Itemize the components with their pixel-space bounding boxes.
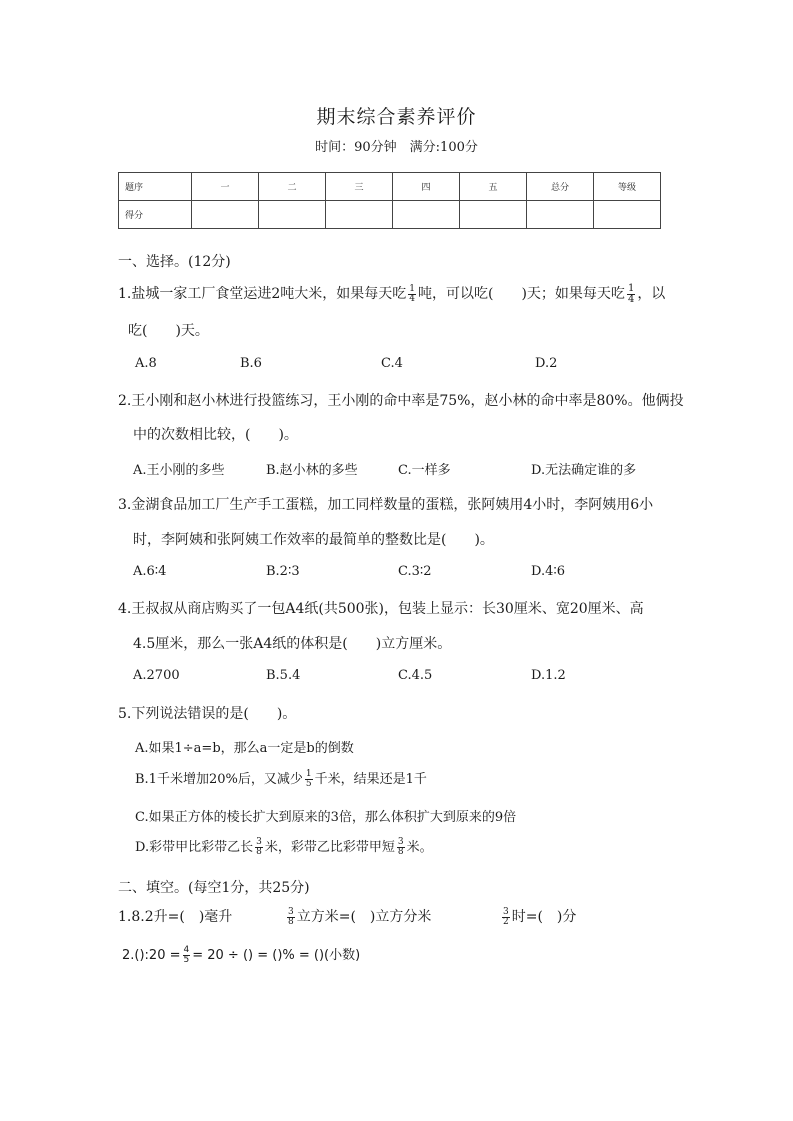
fraction: $\frac{1}{5}$	[305, 769, 312, 789]
q1-option-a[interactable]: A.8	[135, 356, 157, 371]
question-4-line-2: 4.5厘米，那么一张A4纸的体积是( )立方厘米。	[133, 636, 452, 652]
q5-option-a[interactable]: A.如果1÷a=b，那么a一定是b的倒数	[135, 741, 354, 756]
q4-option-d[interactable]: D.1.2	[531, 668, 566, 683]
q5-option-b-text-b: 千米，结果还是1千	[314, 772, 427, 787]
score-header-cell: 一	[192, 173, 259, 201]
fill-question-1-part-2	[285, 906, 431, 927]
question-2-line-1: 2.王小刚和赵小林进行投篮练习，王小刚的命中率是75%，赵小林的命中率是80%。他俩投	[118, 393, 684, 409]
fraction: $\frac{3}{8}$	[288, 906, 294, 927]
fraction: $\frac{1}{4}$	[627, 282, 635, 305]
score-header-cell: 三	[326, 173, 393, 201]
q1-text-c: ，以	[637, 286, 666, 302]
score-row-label: 得分	[119, 201, 192, 229]
q2-option-a[interactable]: A.王小刚的多些	[133, 463, 225, 478]
q5-option-b[interactable]	[135, 768, 427, 789]
section-heading-fill-in: 二、填空。(每空1分，共25分)	[118, 880, 310, 896]
fill-question-2	[122, 944, 360, 965]
question-4-line-1: 4.王叔叔从商店购买了一包A4纸(共500张)，包装上显示：长30厘米、宽20厘米、高	[118, 601, 644, 617]
section-heading-choice: 一、选择。(12分)	[118, 254, 231, 270]
q4-option-a[interactable]: A.2700	[133, 668, 180, 683]
score-entry-cell[interactable]	[594, 201, 661, 229]
q2-option-d[interactable]: D.无法确定谁的多	[531, 463, 637, 478]
question-5-line-1: 5.下列说法错误的是( )。	[118, 706, 297, 722]
fraction: $\frac{3}{2}$	[503, 906, 509, 927]
fraction: $\frac{3}{8}$	[256, 837, 262, 857]
q5-option-c[interactable]: C.如果正方体的棱长扩大到原来的3倍，那么体积扩大到原来的9倍	[135, 810, 517, 825]
fill-q1-text-a: 1.8.2升=( )毫升	[118, 909, 233, 925]
q5-option-d-text-b: 米，彩带乙比彩带甲短	[264, 840, 395, 855]
q5-option-d-text-c: 米。	[406, 840, 433, 855]
score-entry-cell[interactable]	[393, 201, 460, 229]
q2-option-b[interactable]: B.赵小林的多些	[266, 463, 358, 478]
score-header-cell: 四	[393, 173, 460, 201]
fraction: $\frac{3}{8}$	[397, 837, 404, 857]
q3-option-b[interactable]: B.2∶3	[266, 564, 300, 579]
q1-text-a: 1.盐城一家工厂食堂运进2吨大米，如果每天吃	[118, 286, 407, 302]
q1-option-d[interactable]: D.2	[535, 356, 558, 371]
page-title: 期末综合素养评价	[316, 106, 477, 128]
score-entry-cell[interactable]	[259, 201, 326, 229]
exam-info: 时间：90分钟 满分:100分	[315, 140, 478, 155]
q1-text-b: 吨，可以吃( )天；如果每天吃	[418, 286, 625, 302]
q1-option-b[interactable]: B.6	[240, 356, 262, 371]
score-header-cell: 二	[259, 173, 326, 201]
score-header-cell: 题序	[119, 173, 192, 201]
q3-option-d[interactable]: D.4∶6	[531, 564, 566, 579]
q3-option-c[interactable]: C.3∶2	[398, 564, 432, 579]
score-entry-cell[interactable]	[326, 201, 393, 229]
q4-option-b[interactable]: B.5.4	[266, 668, 301, 683]
question-3-line-2: 时，李阿姨和张阿姨工作效率的最简单的整数比是( )。	[133, 532, 494, 548]
q1-option-c[interactable]: C.4	[381, 356, 403, 371]
score-header-cell: 总分	[527, 173, 594, 201]
question-1-line-2: 吃( )天。	[128, 323, 209, 339]
fill-q1-text-b: 立方米=( )立方分米	[296, 909, 432, 925]
question-2-line-2: 中的次数相比较，( )。	[133, 427, 298, 443]
fill-q2-text-a: 2.():20 =	[122, 948, 181, 963]
fraction: $\frac{1}{4}$	[409, 283, 415, 304]
fill-q2-text-b: = 20 ÷ () = ()% = ()(小数)	[192, 948, 361, 963]
q5-option-d-text-a: D.彩带甲比彩带乙长	[135, 840, 254, 855]
q3-option-a[interactable]: A.6∶4	[133, 564, 167, 579]
score-entry-cell[interactable]	[192, 201, 259, 229]
score-table	[118, 172, 661, 229]
score-header-cell: 等级	[594, 173, 661, 201]
score-entry-cell[interactable]	[460, 201, 527, 229]
score-entry-cell[interactable]	[527, 201, 594, 229]
q5-option-b-text-a: B.1千米增加20%后，又减少	[135, 772, 303, 787]
question-1-line-1	[118, 283, 665, 305]
score-header-cell: 五	[460, 173, 527, 201]
fill-q1-text-c: 时=( )分	[511, 909, 577, 925]
score-table-header-row	[119, 173, 661, 201]
fraction: $\frac{4}{5}$	[183, 945, 190, 965]
fill-question-1	[118, 906, 232, 926]
q2-option-c[interactable]: C.一样多	[398, 463, 451, 478]
q5-option-d[interactable]	[135, 836, 433, 857]
score-table-score-row	[119, 201, 661, 229]
q4-option-c[interactable]: C.4.5	[398, 668, 433, 683]
question-3-line-1: 3.金湖食品加工厂生产手工蛋糕，加工同样数量的蛋糕，张阿姨用4小时，李阿姨用6小	[118, 497, 654, 513]
fill-question-1-part-3	[500, 906, 576, 927]
